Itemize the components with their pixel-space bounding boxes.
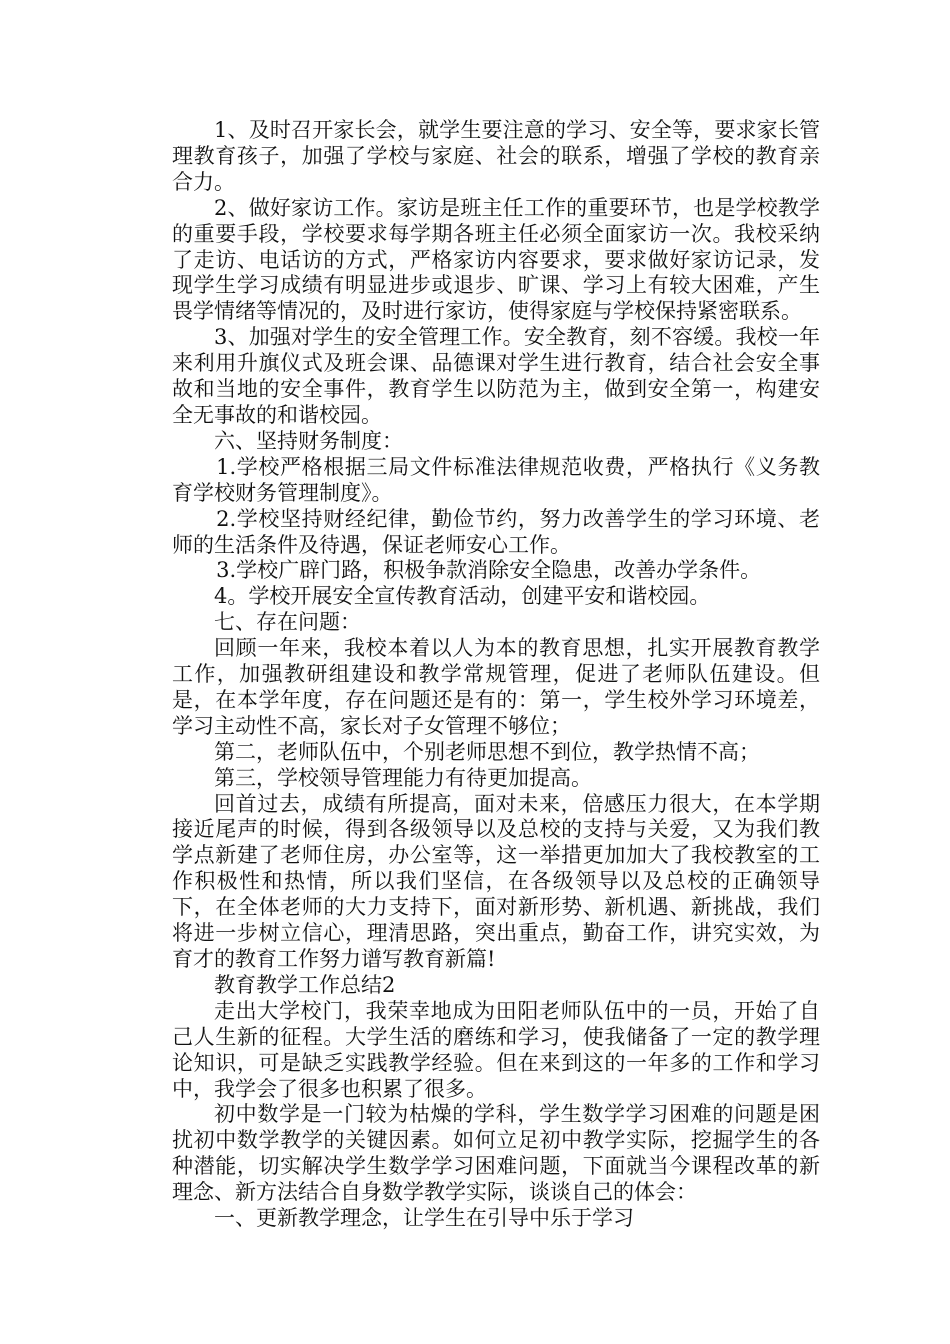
paragraph-junior-math: 初中数学是一门较为枯燥的学科，学生数学学习困难的问题是困扰初中数学教学的关键因素。如何立足初中教学实际，挖掘学生的各种潜能，切实解决学生数学学习困难问题，下面就当今课程改革的新理念、新方法结合自身数学教学实际，谈谈自己的体会： [172,1102,820,1205]
heading-finance-system: 六、坚持财务制度： [214,428,403,453]
paragraph-review: 回顾一年来，我校本着以人为本的教育思想，扎实开展教育教学工作，加强教研组建设和教学常规管理，促进了老师队伍建设。但是，在本学年度，存在问题还是有的：第一，学生校外学习环境差，学习主动性不高，家长对子女管理不够位； [172,636,820,738]
paragraph-new-teacher: 走出大学校门，我荣幸地成为田阳老师队伍中的一员，开始了自己人生新的征程。大学生活的磨练和学习，使我储备了一定的教学理论知识，可是缺乏实践教学经验。但在来到这的一年多的工作和学习中，我学会了很多也积累了很多。 [172,998,820,1101]
paragraph-safety-management: 3、加强对学生的安全管理工作。安全教育，刻不容缓。我校一年来利用升旗仪式及班会课、品德课对学生进行教育，结合社会安全事故和当地的安全事件，教育学生以防范为主，做到安全第一，构建安全无事故的和谐校园。 [172,325,820,427]
section-title-summary-2: 教育教学工作总结2 [214,972,396,997]
paragraph-finance-2: 2.学校坚持财经纪律，勤俭节约，努力改善学生的学习环境、老师的生活条件及待遇，保证老师安心工作。 [172,506,820,557]
heading-existing-problems: 七、存在问题： [214,610,361,635]
paragraph-finance-4: 4。学校开展安全宣传教育活动，创建平安和谐校园。 [214,584,711,609]
document-page [172,118,820,1232]
paragraph-parent-meeting: 1、及时召开家长会，就学生要注意的学习、安全等，要求家长管理教育孩子，加强了学校与家庭、社会的联系，增强了学校的教育亲合力。 [172,118,820,194]
heading-update-concept: 一、更新教学理念，让学生在引导中乐于学习 [214,1206,634,1231]
paragraph-third-issue: 第三，学校领导管理能力有待更加提高。 [214,765,592,790]
paragraph-finance-3: 3.学校广辟门路，积极争款消除安全隐患，改善办学条件。 [216,558,762,583]
paragraph-finance-1: 1.学校严格根据三局文件标准法律规范收费，严格执行《义务教育学校财务管理制度》。 [172,454,820,505]
paragraph-second-issue: 第二，老师队伍中，个别老师思想不到位，教学热情不高； [214,739,760,764]
paragraph-looking-back: 回首过去，成绩有所提高，面对未来，倍感压力很大，在本学期接近尾声的时候，得到各级领导以及总校的支持与关爱，又为我们教学点新建了老师住房，办公室等，这一举措更加加大了我校教室的工作积极性和热情，所以我们坚信，在各级领导以及总校的正确领导下，在全体老师的大力支持下，面对新形势、新机遇、新挑战，我们将进一步树立信心，理清思路，突出重点，勤奋工作，讲究实效，为育才的教育工作努力谱写教育新篇! [172,791,820,971]
paragraph-home-visit: 2、做好家访工作。家访是班主任工作的重要环节，也是学校教学的重要手段，学校要求每学期各班主任必须全面家访一次。我校采纳了走访、电话访的方式，严格家访内容要求，要求做好家访记录，发现学生学习成绩有明显进步或退步、旷课、学习上有较大困难，产生畏学情绪等情况的，及时进行家访，使得家庭与学校保持紧密联系。 [172,195,820,324]
